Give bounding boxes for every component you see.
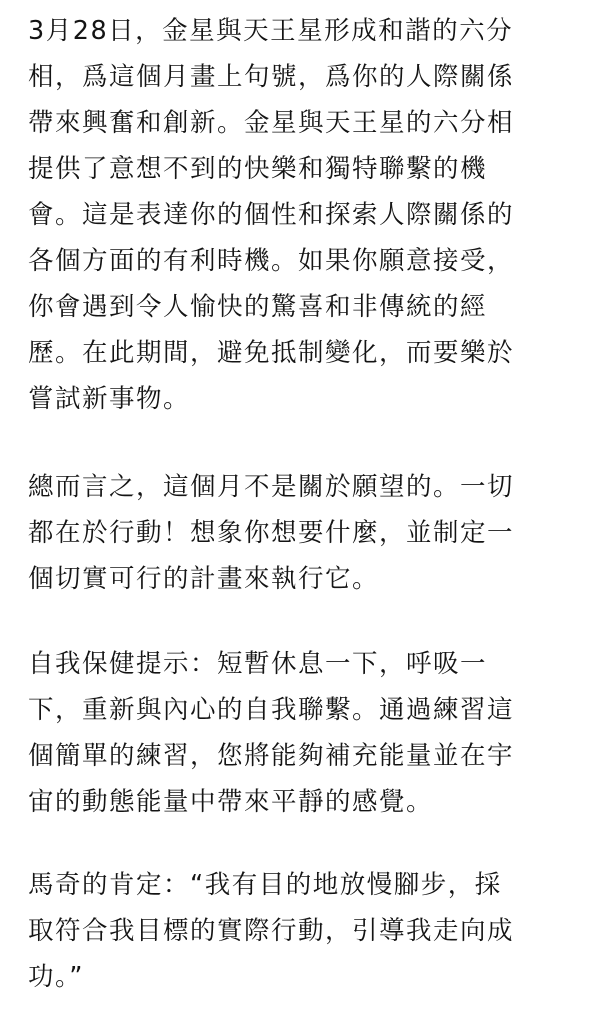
- text-line: 馬奇的肯定：“我有目的地放慢腳步，採: [28, 870, 502, 900]
- paragraph-spacer: [28, 602, 583, 641]
- text-line: 帶來興奮和創新。金星與天王星的六分相: [28, 108, 515, 138]
- text-line: 相，爲這個月畫上句號，爲你的人際關係: [28, 62, 515, 92]
- text-line: 總而言之，這個月不是關於願望的。一切: [28, 472, 515, 502]
- text-line: 歷。在此期間，避免抵制變化，而要樂於: [28, 338, 515, 368]
- text-line: 你會遇到令人愉快的驚喜和非傳統的經: [28, 292, 488, 322]
- paragraph-venus-uranus: [28, 8, 583, 422]
- text-line: 個簡單的練習，您將能夠補充能量並在宇: [28, 741, 515, 771]
- text-line: 自我保健提示：短暫休息一下，呼吸一: [28, 649, 488, 679]
- text-line: 個切實可行的計畫來執行它。: [28, 564, 380, 594]
- text-line: 功。”: [28, 962, 84, 992]
- paragraph-self-care-tip: [28, 641, 583, 825]
- paragraph-spacer: [28, 825, 583, 862]
- paragraph-spacer: [28, 422, 583, 464]
- paragraph-affirmation: [28, 862, 583, 1000]
- text-line: 嘗試新事物。: [28, 384, 191, 414]
- text-line: 3月28日，金星與天王星形成和諧的六分: [28, 16, 514, 46]
- text-line: 取符合我目標的實際行動，引導我走向成: [28, 916, 515, 946]
- text-line: 宙的動態能量中帶來平靜的感覺。: [28, 787, 434, 817]
- text-line: 下，重新與內心的自我聯繫。通過練習這: [28, 695, 515, 725]
- paragraph-summary: [28, 464, 583, 602]
- text-line: 會。這是表達你的個性和探索人際關係的: [28, 200, 515, 230]
- text-line: 都在於行動！想象你想要什麼，並制定一: [28, 518, 515, 548]
- text-line: 各個方面的有利時機。如果你願意接受，: [28, 246, 515, 276]
- text-line: 提供了意想不到的快樂和獨特聯繫的機: [28, 154, 488, 184]
